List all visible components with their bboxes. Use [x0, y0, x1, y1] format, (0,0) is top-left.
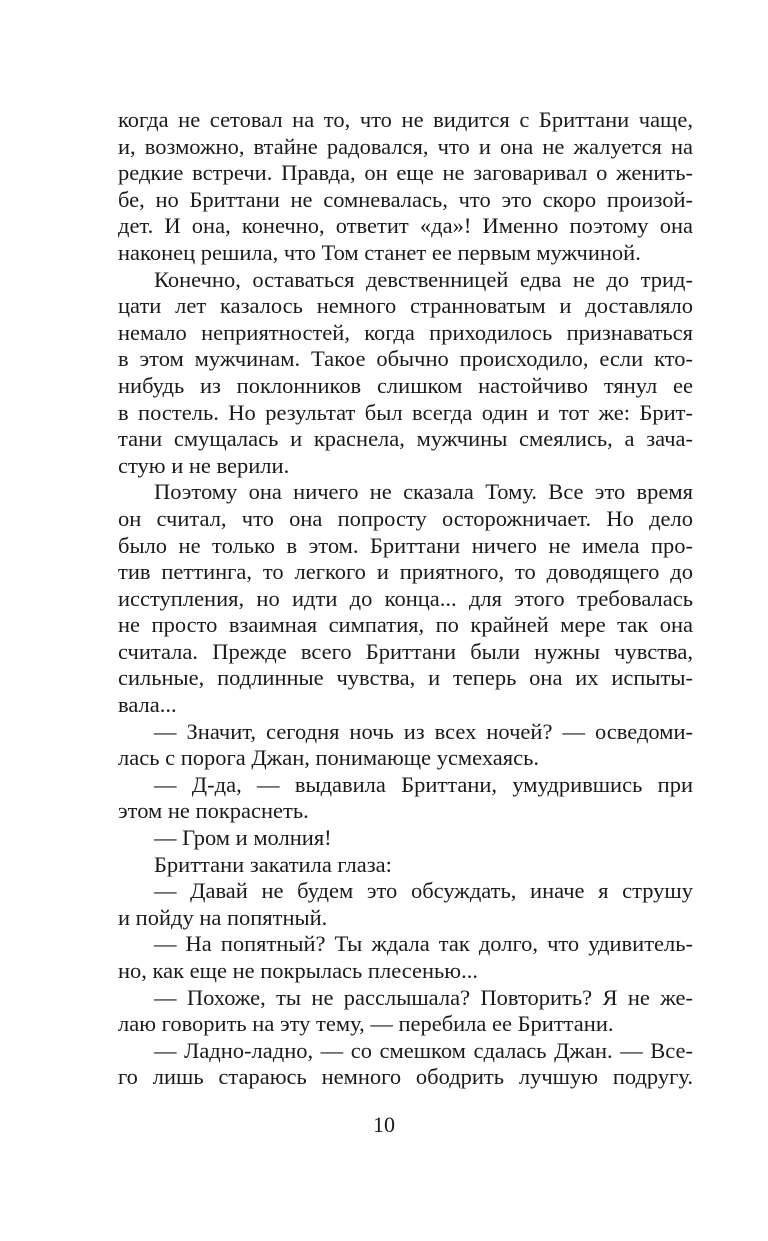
text-line: лаю говорить на эту тему, — перебила ее Бриттани.	[118, 1011, 614, 1037]
text-line: исступления, но идти до конца... для этого требовалась	[118, 585, 693, 611]
text-line: немало неприятностей, когда приходилось признаваться	[118, 319, 693, 345]
book-page-text	[118, 107, 693, 1091]
text-line: тани смущалась и краснела, мужчины смеялись, а зача-	[118, 426, 693, 452]
text-line: — Значит, сегодня ночь из всех ночей? — осведоми-	[154, 718, 693, 744]
text-line: в постель. Но результат был всегда один и тот же: Брит-	[118, 399, 693, 425]
text-line: этом не покраснеть.	[118, 798, 309, 824]
text-line: Конечно, оставаться девственницей едва не до трид-	[154, 266, 693, 292]
text-line: но, как еще не покрылась плесенью...	[118, 958, 478, 983]
text-line: Бриттани закатила глаза:	[154, 851, 392, 877]
text-line: дет. И она, конечно, ответит «да»! Именно поэтому она	[118, 213, 693, 239]
text-line: когда не сетовал на то, что не видится с Бриттани чаще,	[118, 107, 693, 132]
text-line: лась с порога Джан, понимающе усмехаясь.	[118, 745, 540, 771]
text-line: цати лет казалось немного странноватым и доставляло	[118, 293, 693, 319]
text-line: нибудь из поклонников слишком настойчиво тянул ее	[118, 372, 693, 398]
text-line: го лишь стараюсь немного ободрить лучшую подругу.	[118, 1064, 693, 1090]
text-line: — Д-да, — выдавила Бриттани, умудрившись при	[154, 771, 693, 797]
text-line: — Давай не будем это обсуждать, иначе я струшу	[154, 878, 693, 904]
page-number: 10	[373, 1112, 395, 1137]
text-line: сильные, подлинные чувства, и теперь она их испыты-	[118, 665, 693, 691]
text-line: было не только в этом. Бриттани ничего не имела про-	[118, 532, 693, 558]
text-line: наконец решила, что Том станет ее первым мужчиной.	[118, 239, 641, 265]
text-line: считала. Прежде всего Бриттани были нужны чувства,	[118, 638, 693, 664]
text-line: стую и не верили.	[118, 452, 290, 478]
text-line: — Похоже, ты не расслышала? Повторить? Я не же-	[154, 984, 693, 1010]
text-line: — Гром и молния!	[154, 825, 332, 851]
text-line: бе, но Бриттани не сомневалась, что это скоро произой-	[118, 186, 693, 212]
text-line: он считал, что она попросту осторожничает. Но дело	[118, 505, 693, 531]
text-line: редкие встречи. Правда, он еще не заговаривал о женить-	[118, 160, 693, 186]
text-line: и пойду на попятный.	[118, 904, 328, 930]
text-line: и, возможно, втайне радовался, что и она не жалуется на	[118, 133, 693, 159]
text-line: Поэтому она ничего не сказала Тому. Все это время	[154, 479, 693, 505]
text-line: вала...	[118, 692, 177, 718]
text-line: тив петтинга, то легкого и приятного, то доводящего до	[118, 559, 693, 585]
text-line: — На попятный? Ты ждала так долго, что удивитель-	[154, 931, 693, 957]
text-line: не просто взаимная симпатия, по крайней мере так она	[118, 612, 693, 638]
text-line: — Ладно-ладно, — со смешком сдалась Джан. — Все-	[154, 1037, 693, 1063]
text-line: в этом мужчинам. Такое обычно происходило, если кто-	[118, 346, 693, 372]
